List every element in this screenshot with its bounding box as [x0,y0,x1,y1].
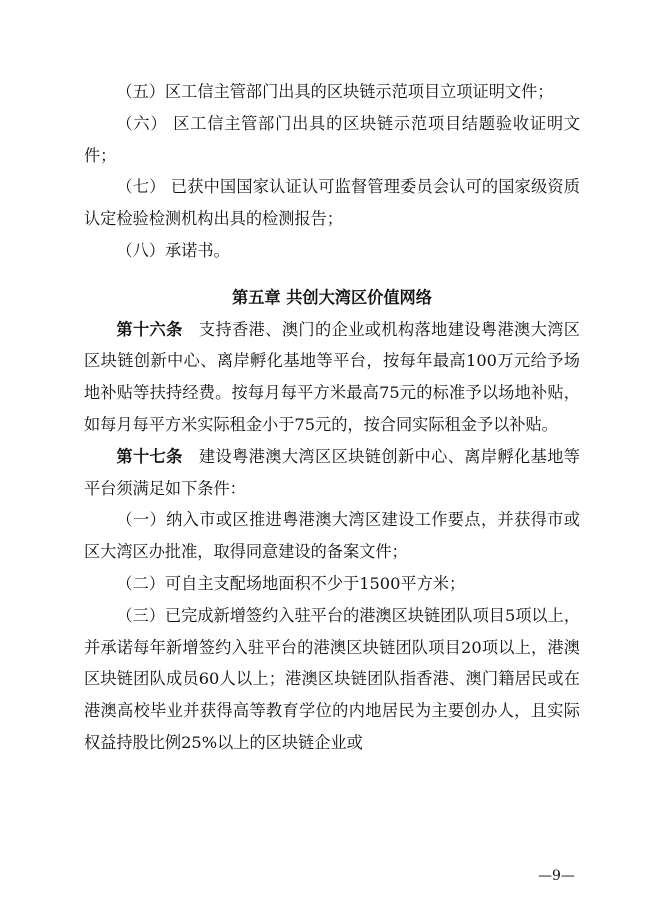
clause-6: （六） 区工信主管部门出具的区块链示范项目结题验收证明文件； [84,113,580,165]
condition-3: （三）已完成新增签约入驻平台的港澳区块链团队项目5项以上，并承诺每年新增签约入驻平台的港澳区块链团队项目20项以上，港澳区块链团队成员60人以上；港澳区块链团队指香港、澳门籍居民或在港澳高校毕业并获得高等教育学位的内地居民为主要创办人，且实际权益持股比例25%以上的区块链企业或 [84,605,580,752]
clause-8: （八）承诺书。 [116,240,230,260]
article-16-label: 第十六条 [116,319,183,339]
article-17-text: 建设粤港澳大湾区区块链创新中心、离岸孵化基地等平台须满足如下条件： [84,446,580,498]
article-16-text: 支持香港、澳门的企业或机构落地建设粤港澳大湾区区块链创新中心、离岸孵化基地等平台，按每年最高100万元给予场地补贴等扶持经费。按每月每平方米最高75元的标准予以场地补贴，如每月每平方米实际租金小于75元的，按合同实际租金予以补贴。 [84,319,580,434]
article-17 [84,441,580,505]
chapter-title: 第五章 共创大湾区价值网络 [232,287,432,307]
clause-5: （五）区工信主管部门出具的区块链示范项目立项证明文件； [116,82,554,101]
page-number: —9— [538,868,575,884]
condition-1: （一）纳入市或区推进粤港澳大湾区建设工作要点，并获得市或区大湾区办批准，取得同意建设的备案文件； [84,510,580,562]
condition-2: （二）可自主支配场地面积不少于1500平方米； [116,573,466,593]
body-text [84,76,580,759]
article-16 [84,314,580,441]
clause-7: （七） 已获中国国家认证认可监督管理委员会认可的国家级资质认定检验检测机构出具的检测报告； [84,177,580,229]
article-17-label: 第十七条 [116,446,183,466]
